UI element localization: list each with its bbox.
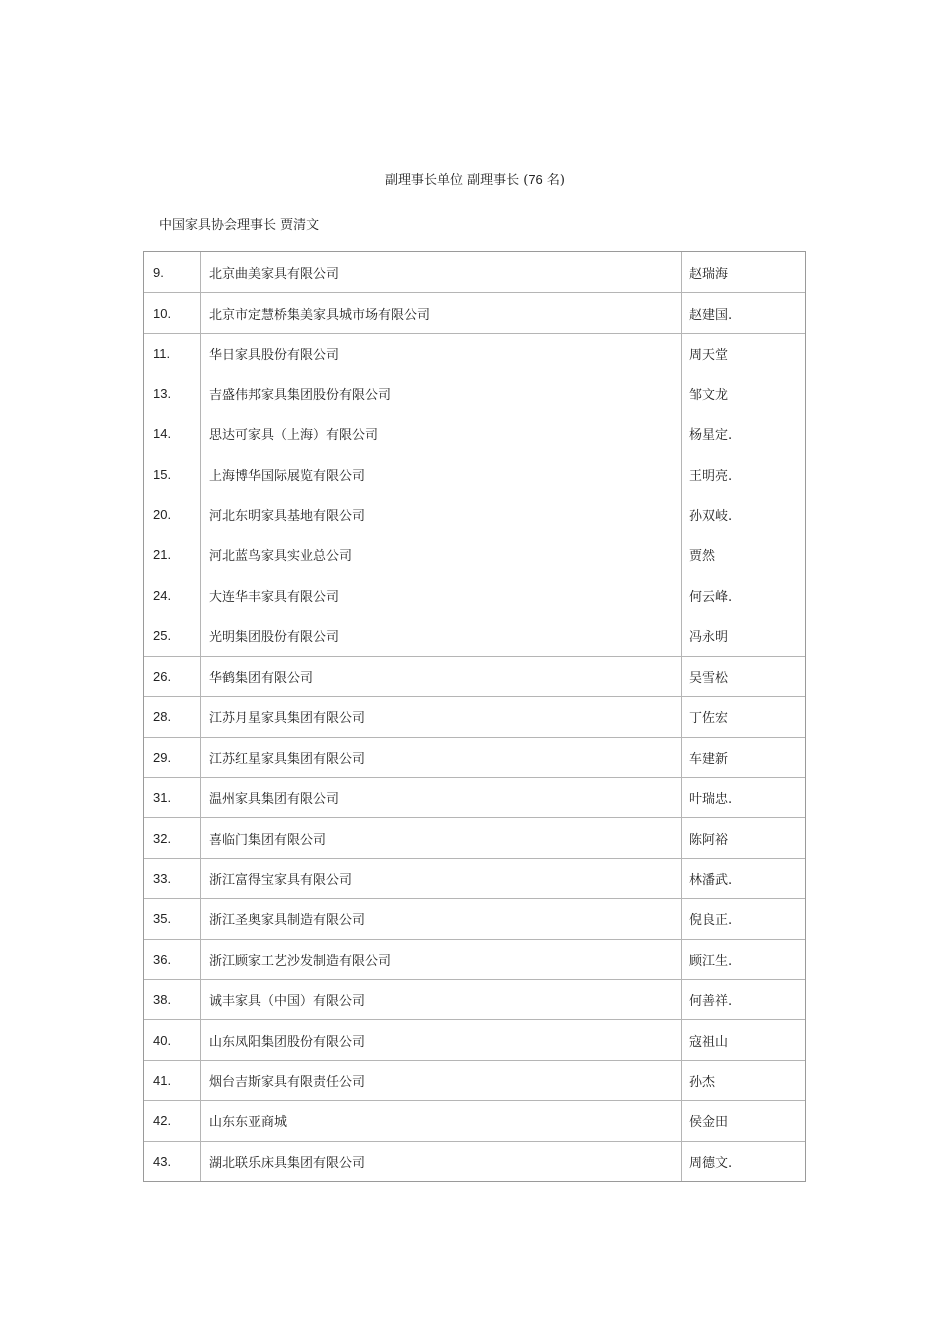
company-name: 江苏月星家具集团有限公司 xyxy=(201,697,682,736)
person-name: 车建新 xyxy=(689,751,729,767)
table-row xyxy=(144,616,805,656)
row-number: 32. xyxy=(144,818,201,857)
company-name: 浙江圣奥家具制造有限公司 xyxy=(201,899,682,938)
row-number: 38. xyxy=(144,980,201,1019)
page-title xyxy=(0,171,950,190)
company-name: 浙江顾家工艺沙发制造有限公司 xyxy=(201,940,682,979)
person-name: 寇祖山 xyxy=(689,1034,729,1050)
company-name: 吉盛伟邦家具集团股份有限公司 xyxy=(201,373,682,413)
person-name: 贾然 xyxy=(689,549,716,565)
company-name: 北京曲美家具有限公司 xyxy=(201,252,682,292)
table-row xyxy=(144,858,805,898)
person-name: 冯永明 xyxy=(689,630,729,646)
row-number: 36. xyxy=(144,940,201,979)
table-row xyxy=(144,292,805,332)
table-row xyxy=(144,898,805,938)
person-name: 侯金田 xyxy=(689,1115,729,1131)
person-name: 孙杰 xyxy=(689,1075,716,1090)
company-name: 诚丰家具（中国）有限公司 xyxy=(201,980,682,1019)
table-row xyxy=(144,494,805,534)
president-line: 中国家具协会理事长 贾清文 xyxy=(159,218,320,233)
table-row xyxy=(144,252,805,292)
vice-chairman-table xyxy=(143,251,806,1182)
row-number: 25. xyxy=(144,616,201,656)
person-name: 顾江生. xyxy=(689,953,733,969)
person-name: 何善祥. xyxy=(689,994,733,1010)
company-name: 温州家具集团有限公司 xyxy=(201,778,682,817)
title-prefix: 副理事长单位 副理事长 ( xyxy=(384,173,529,188)
company-name: 河北蓝鸟家具实业总公司 xyxy=(201,535,682,575)
person-name: 吴雪松 xyxy=(689,671,729,687)
row-number: 15. xyxy=(144,454,201,494)
table-row xyxy=(144,535,805,575)
row-number: 11. xyxy=(144,334,201,373)
table-row xyxy=(144,454,805,494)
person-name: 杨星定. xyxy=(689,428,733,444)
company-name: 上海博华国际展览有限公司 xyxy=(201,454,682,494)
row-number: 21. xyxy=(144,535,201,575)
person-name: 孙双岐. xyxy=(689,509,733,525)
row-number: 31. xyxy=(144,778,201,817)
table-row xyxy=(144,979,805,1019)
row-number: 40. xyxy=(144,1020,201,1059)
row-number: 26. xyxy=(144,657,201,696)
company-name: 山东东亚商城 xyxy=(201,1101,682,1140)
row-number: 35. xyxy=(144,899,201,938)
row-number: 14. xyxy=(144,414,201,454)
company-name: 山东凤阳集团股份有限公司 xyxy=(201,1020,682,1059)
table-row xyxy=(144,696,805,736)
company-name: 浙江富得宝家具有限公司 xyxy=(201,859,682,898)
row-number: 29. xyxy=(144,738,201,777)
table-row xyxy=(144,777,805,817)
table-row xyxy=(144,575,805,615)
row-number: 41. xyxy=(144,1061,201,1100)
table-row xyxy=(144,656,805,696)
row-number: 13. xyxy=(144,373,201,413)
table-row xyxy=(144,1100,805,1140)
title-count: 76 xyxy=(528,172,543,187)
company-name: 江苏红星家具集团有限公司 xyxy=(201,738,682,777)
row-number: 10. xyxy=(144,293,201,332)
person-name: 邹文龙 xyxy=(689,387,729,403)
person-name: 赵建国. xyxy=(689,307,733,323)
company-name: 光明集团股份有限公司 xyxy=(201,616,682,656)
company-name: 北京市定慧桥集美家具城市场有限公司 xyxy=(201,293,682,332)
company-name: 喜临门集团有限公司 xyxy=(201,818,682,857)
table-row xyxy=(144,1141,805,1181)
person-name: 王明亮. xyxy=(689,468,733,484)
row-number: 42. xyxy=(144,1101,201,1140)
person-name: 周天堂 xyxy=(689,347,729,363)
table-row xyxy=(144,333,805,373)
table-row xyxy=(144,817,805,857)
table-row xyxy=(144,414,805,454)
person-name: 丁佐宏 xyxy=(689,711,729,727)
company-name: 华日家具股份有限公司 xyxy=(201,334,682,373)
row-number: 28. xyxy=(144,697,201,736)
person-name: 赵瑞海 xyxy=(689,266,729,282)
person-name: 倪良正. xyxy=(689,913,733,929)
row-number: 33. xyxy=(144,859,201,898)
company-name: 大连华丰家具有限公司 xyxy=(201,575,682,615)
row-number: 9. xyxy=(144,252,201,292)
row-number: 43. xyxy=(144,1142,201,1181)
table-row xyxy=(144,737,805,777)
person-name: 周德文. xyxy=(689,1155,733,1171)
table-row xyxy=(144,1019,805,1059)
row-number: 20. xyxy=(144,494,201,534)
table-row xyxy=(144,939,805,979)
person-name: 叶瑞忠. xyxy=(689,792,733,808)
person-name: 林潘武. xyxy=(689,873,733,889)
company-name: 烟台吉斯家具有限责任公司 xyxy=(201,1061,682,1100)
company-name: 华鹤集团有限公司 xyxy=(201,657,682,696)
table-row xyxy=(144,1060,805,1100)
company-name: 思达可家具（上海）有限公司 xyxy=(201,414,682,454)
company-name: 湖北联乐床具集团有限公司 xyxy=(201,1142,682,1181)
person-name: 何云峰. xyxy=(689,589,733,605)
row-number: 24. xyxy=(144,575,201,615)
table-row xyxy=(144,373,805,413)
company-name: 河北东明家具基地有限公司 xyxy=(201,494,682,534)
title-suffix: 名) xyxy=(542,173,566,188)
person-name: 陈阿裕 xyxy=(689,832,729,848)
